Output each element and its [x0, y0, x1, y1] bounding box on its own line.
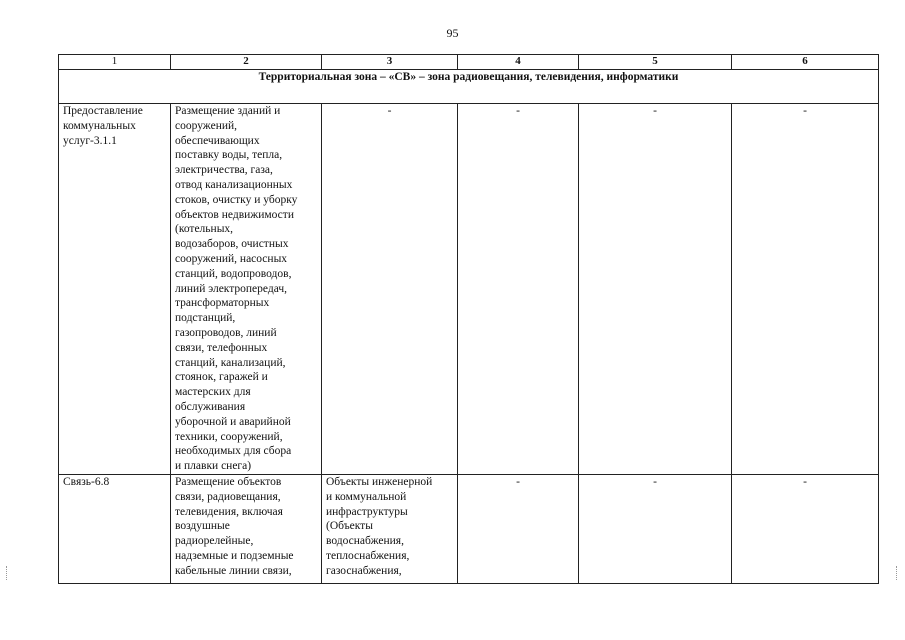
column-5-cell: - [579, 474, 732, 583]
table-row [59, 474, 879, 583]
column-3-cell: - [322, 104, 458, 475]
zone-title: Территориальная зона – «СВ» – зона радиовещания, телевидения, информатики [59, 70, 879, 104]
scan-mark-right [896, 566, 899, 580]
column-header-5: 5 [579, 55, 732, 70]
column-6-cell: - [732, 104, 879, 475]
page-number: 95 [446, 26, 459, 40]
column-number-row [59, 55, 879, 70]
column-5-cell: - [579, 104, 732, 475]
column-6-cell: - [732, 474, 879, 583]
table-row [59, 104, 879, 475]
use-description-cell: Размещение объектов связи, радиовещания, телевидения, включая воздушные радиорелейные, надземные и подземные кабельные линии связи, [171, 474, 322, 583]
column-header-6: 6 [732, 55, 879, 70]
scan-mark-left [6, 566, 9, 580]
column-header-4: 4 [458, 55, 579, 70]
column-4-cell: - [458, 474, 579, 583]
column-header-1: 1 [59, 55, 171, 70]
use-type-cell: Связь-6.8 [59, 474, 171, 583]
column-3-cell: Объекты инженерной и коммунальной инфраструктуры (Объекты водоснабжения, теплоснабжения, газоснабжения, [322, 474, 458, 583]
use-description-cell: Размещение зданий и сооружений, обеспечивающих поставку воды, тепла, электричества, газа, отвод канализационных стоков, очистку и уборку объектов недвижимости (котельных, водозаборов, очистных сооружений, насосных станций, водопроводов, линий электропередач, трансформаторных подстанций, газопроводов, линий связи, телефонных станций, канализаций, стоянок, гаражей и мастерских для обслуживания уборочной и аварийной техники, сооружений, необходимых для сбора и плавки снега) [171, 104, 322, 475]
regulations-table [58, 54, 879, 584]
column-4-cell: - [458, 104, 579, 475]
column-header-3: 3 [322, 55, 458, 70]
column-header-2: 2 [171, 55, 322, 70]
zone-title-row [59, 70, 879, 104]
use-type-cell: Предоставление коммунальных услуг-3.1.1 [59, 104, 171, 475]
